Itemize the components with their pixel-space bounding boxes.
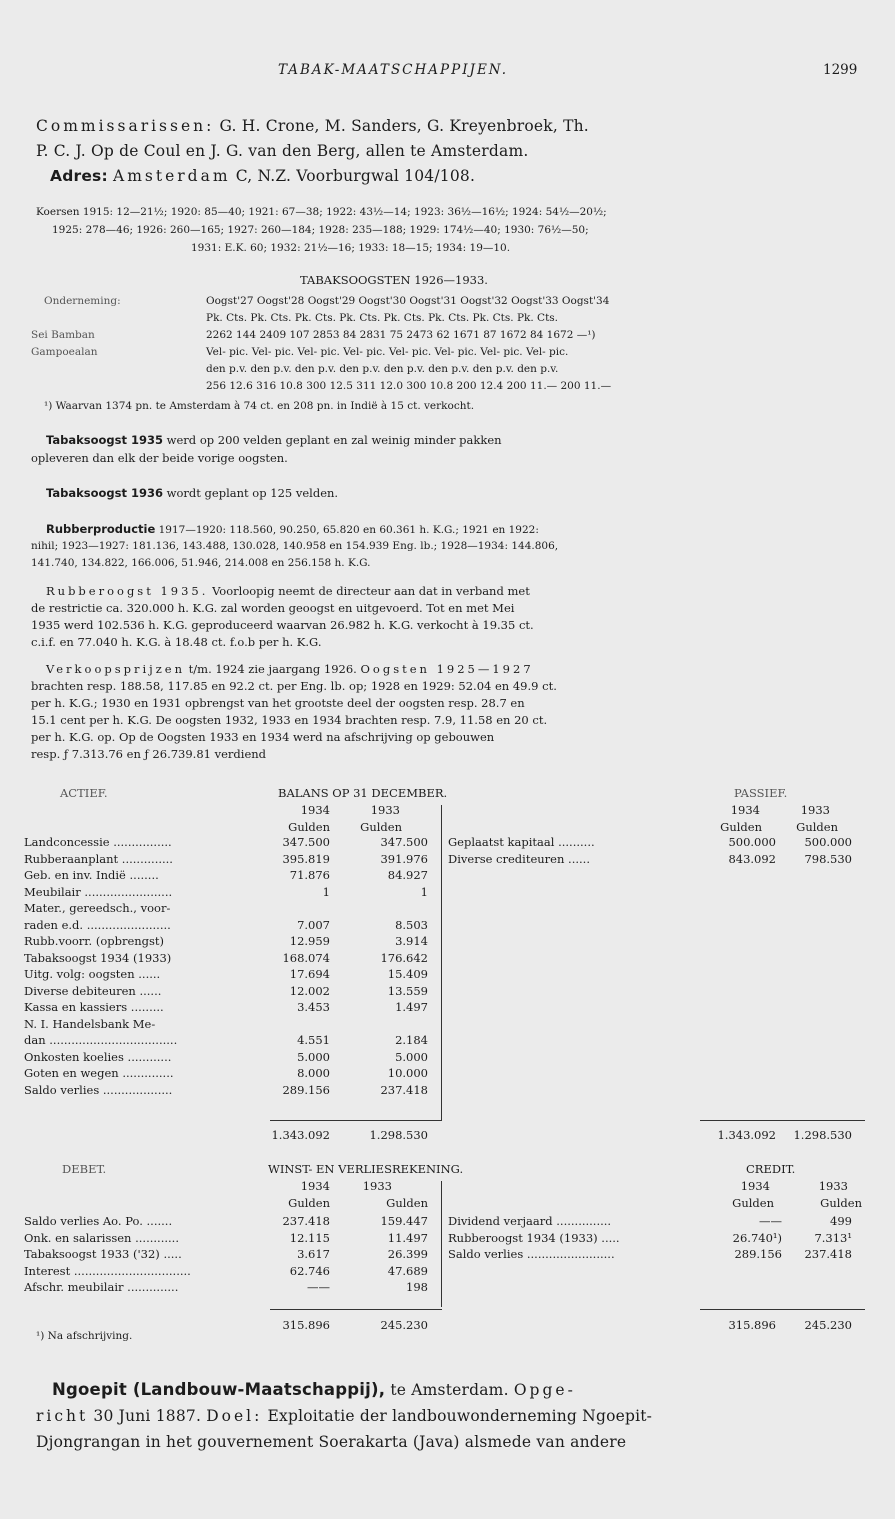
paragraph-line: c.i.f. en 77.040 h. K.G. à 18.48 ct. f.o.b per h. K.G. bbox=[31, 635, 322, 649]
balans-year-1933: 1933 bbox=[370, 803, 400, 817]
row-label: Geb. en inv. Indië ........ bbox=[24, 868, 159, 882]
row-value-1933: 26.399 bbox=[387, 1247, 428, 1261]
row-value-1933: 5.000 bbox=[395, 1049, 428, 1064]
winst-unit: Gulden bbox=[732, 1196, 774, 1210]
paragraph-line: resp. ƒ 7.313.76 en ƒ 26.739.81 verdiend bbox=[31, 747, 267, 761]
row-value-1933: 7.313¹ bbox=[814, 1230, 852, 1245]
winst-debet-heading: DEBET. bbox=[62, 1162, 107, 1176]
row-value-1934: 3.453 bbox=[297, 1000, 330, 1014]
paragraph-rubberproductie bbox=[46, 522, 539, 536]
row-value-1934: 12.115 bbox=[289, 1230, 330, 1245]
balans-unit: Gulden bbox=[720, 820, 762, 834]
paragraph-text: 1917—1920: 118.560, 90.250, 65.820 en 60.361 h. K.G.; 1921 en 1922: bbox=[158, 524, 539, 536]
company-name: Ngoepit (Landbouw-Maatschappij), bbox=[52, 1380, 386, 1399]
row-label: Landconcessie ................ bbox=[24, 835, 172, 849]
row-label: Mater., gereedsch., voor- bbox=[24, 901, 171, 915]
harvest-gam-row-1: Vel- pic. Vel- pic. Vel- pic. Vel- pic. Vel- pic. Vel- pic. Vel- pic. Vel- pic. bbox=[206, 346, 569, 358]
winst-unit: Gulden bbox=[820, 1196, 862, 1210]
row-value-1933: 8.503 bbox=[395, 917, 428, 932]
row-value-1933: 84.927 bbox=[387, 868, 428, 882]
row-value-1933: 198 bbox=[406, 1280, 428, 1294]
row-value-1933: 3.914 bbox=[395, 934, 428, 948]
row-label: Diverse debiteuren ...... bbox=[24, 983, 162, 998]
adres-city: Amsterdam bbox=[113, 167, 231, 185]
winst-total-rule bbox=[700, 1309, 865, 1310]
row-value-1933: 499 bbox=[830, 1214, 852, 1228]
winst-total-1933-left: 245.230 bbox=[380, 1318, 428, 1332]
commissarissen-label: Commissarissen: bbox=[36, 117, 215, 135]
row-value-1934: 71.876 bbox=[289, 868, 330, 882]
row-label: Rubb.voorr. (opbrengst) bbox=[24, 934, 165, 948]
row-label: Dividend verjaard ............... bbox=[448, 1214, 612, 1228]
row-value-1933: 10.000 bbox=[387, 1066, 428, 1080]
row-value-1934: —— bbox=[307, 1280, 330, 1294]
row-label: Uitg. volg: oogsten ...... bbox=[24, 967, 161, 981]
koersen-line-2: 1925: 278—46; 1926: 260—165; 1927: 260—184; 1928: 235—188; 1929: 174½—40; 1930: 76½—50; bbox=[52, 224, 589, 236]
row-label: Onk. en salarissen ............ bbox=[24, 1230, 179, 1245]
closing-text: 30 Juni 1887. bbox=[93, 1407, 202, 1425]
paragraph-verkoopsprijzen bbox=[46, 662, 534, 676]
winst-credit-heading: CREDIT. bbox=[746, 1162, 796, 1176]
harvest-header: Oogst'27 Oogst'28 Oogst'29 Oogst'30 Oogst'31 Oogst'32 Oogst'33 Oogst'34 bbox=[206, 295, 610, 307]
adres-street: C, N.Z. Voorburgwal 104/108. bbox=[235, 167, 476, 185]
row-value-1933: 237.418 bbox=[380, 1082, 428, 1097]
winst-total-1934-left: 315.896 bbox=[282, 1318, 330, 1332]
row-value-1934: 168.074 bbox=[282, 950, 330, 965]
paragraph-line: de restrictie ca. 320.000 h. K.G. zal worden geoogst en uitgevoerd. Tot en met Mei bbox=[31, 601, 515, 615]
row-label: Goten en wegen .............. bbox=[24, 1066, 174, 1080]
paragraph-heading: Tabaksoogst 1936 bbox=[46, 486, 163, 500]
harvest-gam-row-2: den p.v. den p.v. den p.v. den p.v. den p.v. den p.v. den p.v. den p.v. bbox=[206, 363, 559, 375]
row-value-1933: 47.689 bbox=[387, 1263, 428, 1278]
row-label: raden e.d. ....................... bbox=[24, 917, 171, 932]
row-value-1934: 4.551 bbox=[297, 1033, 330, 1047]
row-label: N. I. Handelsbank Me- bbox=[24, 1016, 156, 1031]
row-label: dan ................................... bbox=[24, 1033, 178, 1047]
row-label: Rubberoogst 1934 (1933) ..... bbox=[448, 1230, 620, 1245]
paragraph-heading: Rubberproductie bbox=[46, 522, 156, 536]
row-value-1934: 289.156 bbox=[734, 1247, 782, 1261]
harvest-title: TABAKSOOGSTEN 1926—1933. bbox=[300, 273, 488, 287]
balans-year-1934: 1934 bbox=[300, 803, 330, 817]
paragraph-text: t/m. 1924 zie jaargang 1926. bbox=[188, 662, 357, 676]
winst-year-1934: 1934 bbox=[740, 1179, 770, 1193]
row-value-1934: 26.740¹) bbox=[732, 1230, 782, 1245]
row-value-1934: 500.000 bbox=[728, 835, 776, 849]
row-value-1933: 11.497 bbox=[387, 1230, 428, 1245]
row-value-1933: 176.642 bbox=[380, 950, 428, 965]
row-value-1934: 7.007 bbox=[297, 917, 330, 932]
row-label: Rubberaanplant .............. bbox=[24, 851, 173, 866]
row-value-1934: 8.000 bbox=[297, 1066, 330, 1080]
balans-total-1933-left: 1.298.530 bbox=[369, 1128, 428, 1142]
paragraph-line: 1935 werd 102.536 h. K.G. geproduceerd waarvan 26.982 h. K.G. verkocht à 19.35 ct. bbox=[31, 618, 534, 632]
row-label: Tabaksoogst 1933 ('32) ..... bbox=[24, 1247, 182, 1261]
winst-total-1934-right: 315.896 bbox=[728, 1318, 776, 1332]
paragraph-text: werd op 200 velden geplant en zal weinig minder pakken bbox=[166, 433, 502, 447]
balans-year-1933: 1933 bbox=[800, 803, 830, 817]
winst-title: WINST- EN VERLIESREKENING. bbox=[268, 1162, 464, 1176]
row-label: Saldo verlies ........................ bbox=[448, 1247, 615, 1261]
harvest-footnote: ¹) Waarvan 1374 pn. te Amsterdam à 74 ct. en 208 pn. in Indië à 15 ct. verkocht. bbox=[44, 400, 475, 412]
commissarissen-line-1 bbox=[36, 117, 589, 135]
paragraph-line: 141.740, 134.822, 166.006, 51.946, 214.008 en 256.158 h. K.G. bbox=[31, 557, 371, 569]
balans-actief-heading: ACTIEF. bbox=[60, 786, 108, 800]
row-value-1933: 500.000 bbox=[804, 835, 852, 849]
koersen-line-1: Koersen 1915: 12—21½; 1920: 85—40; 1921: 67—38; 1922: 43½—14; 1923: 36½—16½; 1924: 54½—20½; bbox=[36, 206, 607, 218]
row-label: Afschr. meubilair .............. bbox=[24, 1280, 179, 1294]
harvest-sei-row: 2262 144 2409 107 2853 84 2831 75 2473 62 1671 87 1672 84 1672 —¹) bbox=[206, 329, 596, 341]
winst-total-rule bbox=[270, 1309, 442, 1310]
running-title: TABAK-MAATSCHAPPIJEN. bbox=[278, 62, 509, 78]
balans-total-rule bbox=[700, 1120, 865, 1121]
harvest-gam-label: Gampoealan bbox=[31, 346, 98, 358]
paragraph-line: 15.1 cent per h. K.G. De oogsten 1932, 1933 en 1934 brachten resp. 7.9, 11.58 en 20 ct. bbox=[31, 713, 548, 727]
row-value-1934: 395.819 bbox=[282, 851, 330, 866]
paragraph-tabaksoogst-1936 bbox=[46, 486, 338, 500]
row-value-1934: 12.002 bbox=[289, 983, 330, 998]
winst-unit: Gulden bbox=[288, 1196, 330, 1210]
paragraph-text: Oogsten 1925—1927 bbox=[360, 662, 534, 676]
row-value-1933: 15.409 bbox=[387, 967, 428, 981]
balans-total-rule bbox=[270, 1120, 442, 1121]
row-value-1934: 12.959 bbox=[289, 934, 330, 948]
balans-unit: Gulden bbox=[288, 820, 330, 834]
balans-total-1933-right: 1.298.530 bbox=[793, 1128, 852, 1142]
harvest-gam-row-3: 256 12.6 316 10.8 300 12.5 311 12.0 300 10.8 200 12.4 200 11.— 200 11.— bbox=[206, 380, 612, 392]
paragraph-text: wordt geplant op 125 velden. bbox=[166, 486, 339, 500]
balans-year-1934: 1934 bbox=[730, 803, 760, 817]
winst-footnote: ¹) Na afschrijving. bbox=[36, 1330, 133, 1342]
harvest-sei-label: Sei Bamban bbox=[31, 329, 95, 341]
paragraph-text: Voorloopig neemt de directeur aan dat in verband met bbox=[212, 584, 530, 598]
winst-unit: Gulden bbox=[386, 1196, 428, 1210]
paragraph-rubberoogst bbox=[46, 584, 530, 598]
row-label: Saldo verlies ................... bbox=[24, 1082, 173, 1097]
row-label: Saldo verlies Ao. Po. ....... bbox=[24, 1214, 173, 1228]
paragraph-line: opleveren dan elk der beide vorige oogsten. bbox=[31, 451, 288, 465]
paragraph-heading: Tabaksoogst 1935 bbox=[46, 433, 163, 447]
row-value-1934: —— bbox=[759, 1214, 782, 1228]
row-value-1933: 1 bbox=[420, 884, 428, 899]
paragraph-line: nihil; 1923—1927: 181.136, 143.488, 130.028, 140.958 en 154.939 Eng. lb.; 1928—1934: 144.806, bbox=[31, 540, 559, 552]
balans-passief-heading: PASSIEF. bbox=[734, 786, 788, 800]
paragraph-heading: Rubberoogst 1935. bbox=[46, 584, 209, 598]
paragraph-line: brachten resp. 188.58, 117.85 en 92.2 ct. per Eng. lb. op; 1928 en 1929: 52.04 en 49.9 ct. bbox=[31, 679, 557, 693]
closing-text: Opge- bbox=[513, 1381, 576, 1399]
adres-line bbox=[50, 167, 475, 185]
winst-year-1933: 1933 bbox=[362, 1179, 392, 1193]
harvest-col-label: Onderneming: bbox=[44, 295, 121, 307]
row-label: Interest ................................ bbox=[24, 1263, 191, 1278]
harvest-units: Pk. Cts. Pk. Cts. Pk. Cts. Pk. Cts. Pk. Cts. Pk. Cts. Pk. Cts. Pk. Cts. bbox=[206, 312, 559, 324]
row-label: Onkosten koelies ............ bbox=[24, 1049, 172, 1064]
paragraph-heading: Verkoopsprijzen bbox=[46, 662, 186, 676]
row-value-1933: 391.976 bbox=[380, 851, 428, 866]
balans-total-1934-right: 1.343.092 bbox=[717, 1128, 776, 1142]
row-value-1933: 13.559 bbox=[387, 983, 428, 998]
row-label: Geplaatst kapitaal .......... bbox=[448, 835, 595, 849]
winst-total-1933-right: 245.230 bbox=[804, 1318, 852, 1332]
winst-year-1933: 1933 bbox=[818, 1179, 848, 1193]
koersen-line-3: 1931: E.K. 60; 1932: 21½—16; 1933: 18—15; 1934: 19—10. bbox=[191, 242, 511, 254]
winst-year-1934: 1934 bbox=[300, 1179, 330, 1193]
row-value-1933: 798.530 bbox=[804, 851, 852, 866]
closing-line-2 bbox=[36, 1407, 652, 1425]
row-value-1934: 289.156 bbox=[282, 1082, 330, 1097]
row-value-1934: 5.000 bbox=[297, 1049, 330, 1064]
row-value-1933: 2.184 bbox=[395, 1033, 428, 1047]
row-value-1934: 17.694 bbox=[289, 967, 330, 981]
balans-total-1934-left: 1.343.092 bbox=[271, 1128, 330, 1142]
row-value-1934: 62.746 bbox=[289, 1263, 330, 1278]
winst-divider bbox=[441, 1181, 442, 1307]
balans-divider bbox=[441, 805, 442, 1120]
row-label: Kassa en kassiers ......... bbox=[24, 1000, 164, 1014]
paragraph-tabaksoogst-1935 bbox=[46, 433, 502, 447]
closing-text: Exploitatie der landbouwonderneming Ngoepit- bbox=[267, 1407, 653, 1425]
balans-title: BALANS OP 31 DECEMBER. bbox=[278, 786, 448, 800]
row-label: Meubilair ........................ bbox=[24, 884, 173, 899]
row-label: Diverse crediteuren ...... bbox=[448, 851, 590, 866]
closing-line-1 bbox=[52, 1380, 576, 1399]
row-value-1934: 237.418 bbox=[282, 1214, 330, 1228]
paragraph-line: per h. K.G.; 1930 en 1931 opbrengst van het grootste deel der oogsten resp. 28.7 en bbox=[31, 696, 525, 710]
row-value-1933: 237.418 bbox=[804, 1247, 852, 1261]
row-value-1933: 347.500 bbox=[380, 835, 428, 849]
commissarissen-line-2: P. C. J. Op de Coul en J. G. van den Berg, allen te Amsterdam. bbox=[36, 142, 529, 160]
row-value-1934: 3.617 bbox=[297, 1247, 330, 1261]
adres-label: Adres: bbox=[50, 167, 108, 185]
closing-text: richt bbox=[36, 1407, 89, 1425]
commissarissen-names: G. H. Crone, M. Sanders, G. Kreyenbroek, Th. bbox=[219, 117, 589, 135]
closing-text: te Amsterdam. bbox=[390, 1381, 509, 1399]
balans-unit: Gulden bbox=[796, 820, 838, 834]
page-number: 1299 bbox=[823, 62, 858, 78]
row-value-1934: 1 bbox=[322, 884, 330, 899]
row-value-1934: 843.092 bbox=[728, 851, 776, 866]
row-value-1933: 1.497 bbox=[395, 1000, 428, 1014]
closing-line-3: Djongrangan in het gouvernement Soerakarta (Java) alsmede van andere bbox=[36, 1433, 627, 1451]
row-value-1933: 159.447 bbox=[380, 1214, 428, 1228]
row-value-1934: 347.500 bbox=[282, 835, 330, 849]
row-label: Tabaksoogst 1934 (1933) bbox=[24, 950, 172, 965]
balans-unit: Gulden bbox=[360, 820, 402, 834]
closing-text: Doel: bbox=[206, 1407, 263, 1425]
paragraph-line: per h. K.G. op. Op de Oogsten 1933 en 1934 werd na afschrijving op gebouwen bbox=[31, 730, 495, 744]
